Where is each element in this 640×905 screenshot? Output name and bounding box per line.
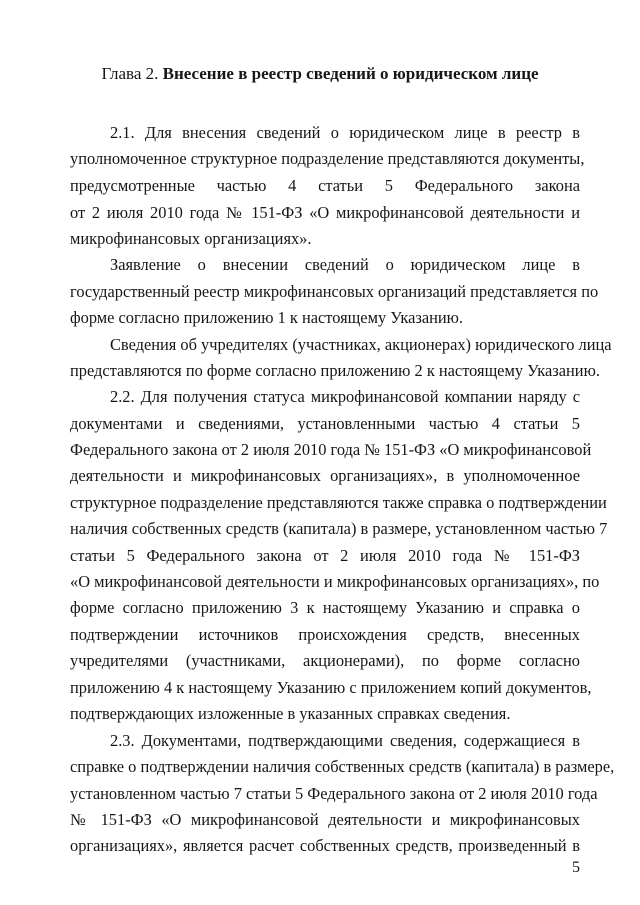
text-line: 2.3. Документами, подтверждающими сведения, содержащиеся в — [110, 731, 580, 750]
text-line: форме согласно приложению 1 к настоящему Указанию. — [70, 308, 464, 327]
text-line: подтверждении источников происхождения средств, внесенных — [70, 625, 580, 644]
text-line: предусмотренные частью 4 статьи 5 Федерального закона — [70, 176, 580, 195]
text-line: установленном частью 7 статьи 5 Федерального закона от 2 июля 2010 года — [70, 784, 598, 803]
text-line: 2.2. Для получения статуса микрофинансовой компании наряду с — [110, 387, 580, 406]
text-line: от 2 июля 2010 года № 151-ФЗ «О микрофинансовой деятельности и — [70, 203, 580, 222]
text-line: «О микрофинансовой деятельности и микрофинансовых организациях», по — [70, 572, 600, 591]
text-line: приложению 4 к настоящему Указанию с приложением копий документов, — [70, 678, 592, 697]
text-line: документами и сведениями, установленными частью 4 статьи 5 — [70, 414, 580, 433]
text-line: государственный реестр микрофинансовых организаций представляется по — [70, 282, 599, 301]
page-number: 5 — [572, 859, 580, 876]
text-line: наличия собственных средств (капитала) в размере, установленном частью 7 — [70, 519, 608, 538]
text-line: представляются по форме согласно приложению 2 к настоящему Указанию. — [70, 361, 600, 380]
text-line: структурное подразделение представляются также справка о подтверждении — [70, 493, 607, 512]
text-line: справке о подтверждении наличия собственных средств (капитала) в размере, — [70, 757, 615, 776]
text-line: микрофинансовых организациях». — [70, 229, 312, 248]
text-line: форме согласно приложению 3 к настоящему Указанию и справка о — [70, 598, 580, 617]
text-line: № 151-ФЗ «О микрофинансовой деятельности и микрофинансовых — [70, 810, 580, 829]
text-line: уполномоченное структурное подразделение представляются документы, — [70, 149, 585, 168]
text-line: статьи 5 Федерального закона от 2 июля 2010 года № 151-ФЗ — [70, 546, 580, 565]
text-line: деятельности и микрофинансовых организациях», в уполномоченное — [70, 466, 580, 485]
text-line: учредителями (участниками, акционерами), по форме согласно — [70, 651, 580, 670]
text-line: Заявление о внесении сведений о юридическом лице в — [110, 255, 580, 274]
text-line: подтверждающих изложенные в указанных справках сведения. — [70, 704, 511, 723]
text-line: организациях», является расчет собственных средств, произведенный в — [70, 836, 580, 855]
text-line: 2.1. Для внесения сведений о юридическом лице в реестр в — [110, 123, 580, 142]
text-line: Федерального закона от 2 июля 2010 года № 151-ФЗ «О микрофинансовой — [70, 440, 592, 459]
chapter-title: Внесение в реестр сведений о юридическом лице — [162, 64, 539, 83]
chapter-heading — [0, 64, 640, 84]
text-line: Сведения об учредителях (участниках, акционерах) юридического лица — [110, 335, 612, 354]
chapter-prefix: Глава 2. — [101, 64, 159, 83]
